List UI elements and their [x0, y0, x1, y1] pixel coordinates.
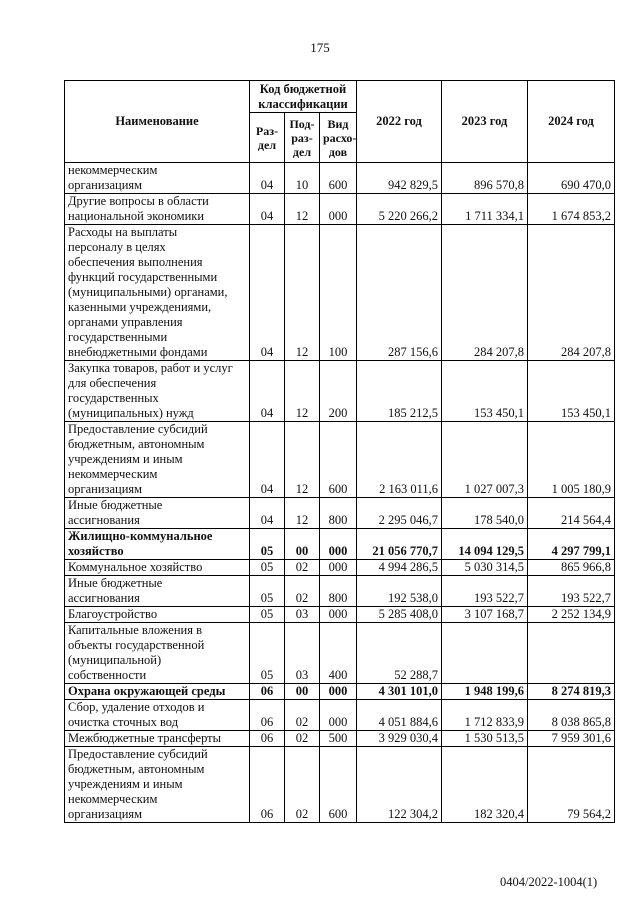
table-row	[65, 194, 615, 225]
cell-name: Предоставление субсидий бюджетным, автономным учреждениям и иным некоммерческим организациям	[65, 422, 250, 498]
cell-y2023: 182 320,4	[442, 747, 528, 823]
cell-rz: 05	[250, 529, 285, 560]
cell-y2022: 2 295 046,7	[357, 498, 442, 529]
cell-y2022: 192 538,0	[357, 576, 442, 607]
cell-name: Закупка товаров, работ и услуг для обеспечения государственных (муниципальных) нужд	[65, 361, 250, 422]
cell-vr: 600	[320, 747, 357, 823]
cell-y2022: 4 994 286,5	[357, 560, 442, 576]
cell-vr: 600	[320, 422, 357, 498]
cell-vr: 000	[320, 607, 357, 623]
table-row	[65, 684, 615, 700]
cell-rz: 04	[250, 163, 285, 194]
cell-y2023: 1 530 513,5	[442, 731, 528, 747]
cell-vr: 500	[320, 731, 357, 747]
cell-y2022: 2 163 011,6	[357, 422, 442, 498]
cell-vr: 100	[320, 225, 357, 361]
cell-rz: 04	[250, 498, 285, 529]
cell-y2024: 193 522,7	[528, 576, 615, 607]
cell-y2024: 153 450,1	[528, 361, 615, 422]
cell-y2023	[442, 623, 528, 684]
cell-y2023: 1 712 833,9	[442, 700, 528, 731]
cell-rz: 04	[250, 225, 285, 361]
cell-pr: 03	[285, 623, 320, 684]
header-2024: 2024 год	[528, 81, 615, 163]
cell-y2022: 21 056 770,7	[357, 529, 442, 560]
cell-vr: 400	[320, 623, 357, 684]
cell-pr: 12	[285, 225, 320, 361]
cell-pr: 03	[285, 607, 320, 623]
cell-y2022: 5 285 408,0	[357, 607, 442, 623]
cell-name: Межбюджетные трансферты	[65, 731, 250, 747]
cell-pr: 12	[285, 361, 320, 422]
table-row	[65, 225, 615, 361]
table-row	[65, 747, 615, 823]
cell-rz: 05	[250, 576, 285, 607]
header-section: Раз- дел	[250, 113, 285, 163]
cell-rz: 04	[250, 361, 285, 422]
cell-name: Расходы на выплаты персоналу в целях обеспечения выполнения функций государственными (муниципальными) органами, казенными учреждениями, органами управления государственными внебюджетными фондами	[65, 225, 250, 361]
cell-y2022: 122 304,2	[357, 747, 442, 823]
cell-name: Иные бюджетные ассигнования	[65, 498, 250, 529]
cell-y2023: 193 522,7	[442, 576, 528, 607]
header-name: Наименование	[65, 81, 250, 163]
cell-y2024	[528, 623, 615, 684]
cell-y2022: 4 051 884,6	[357, 700, 442, 731]
cell-y2022: 185 212,5	[357, 361, 442, 422]
table-row	[65, 576, 615, 607]
cell-pr: 02	[285, 747, 320, 823]
cell-rz: 06	[250, 700, 285, 731]
cell-y2023: 3 107 168,7	[442, 607, 528, 623]
cell-name: Другие вопросы в области национальной экономики	[65, 194, 250, 225]
cell-rz: 05	[250, 607, 285, 623]
cell-y2024: 865 966,8	[528, 560, 615, 576]
table-row	[65, 529, 615, 560]
cell-rz: 04	[250, 194, 285, 225]
budget-table	[64, 80, 615, 823]
cell-pr: 10	[285, 163, 320, 194]
cell-y2024: 690 470,0	[528, 163, 615, 194]
cell-pr: 12	[285, 498, 320, 529]
cell-vr: 200	[320, 361, 357, 422]
cell-y2024: 1 005 180,9	[528, 422, 615, 498]
cell-name: Иные бюджетные ассигнования	[65, 576, 250, 607]
cell-y2024: 214 564,4	[528, 498, 615, 529]
cell-y2023: 284 207,8	[442, 225, 528, 361]
cell-y2024: 8 038 865,8	[528, 700, 615, 731]
cell-y2022: 5 220 266,2	[357, 194, 442, 225]
cell-pr: 02	[285, 560, 320, 576]
cell-pr: 00	[285, 684, 320, 700]
cell-pr: 00	[285, 529, 320, 560]
cell-vr: 000	[320, 194, 357, 225]
cell-y2023: 1 027 007,3	[442, 422, 528, 498]
cell-vr: 800	[320, 576, 357, 607]
cell-name: Капитальные вложения в объекты государственной (муниципальной) собственности	[65, 623, 250, 684]
table-row	[65, 700, 615, 731]
document-code: 0404/2022-1004(1)	[500, 875, 598, 889]
cell-y2022: 287 156,6	[357, 225, 442, 361]
cell-y2022: 3 929 030,4	[357, 731, 442, 747]
cell-rz: 06	[250, 684, 285, 700]
header-expense-type: Вид расхо- дов	[320, 113, 357, 163]
table-row	[65, 731, 615, 747]
cell-y2023: 14 094 129,5	[442, 529, 528, 560]
cell-y2023: 1 711 334,1	[442, 194, 528, 225]
cell-pr: 02	[285, 576, 320, 607]
cell-rz: 05	[250, 623, 285, 684]
cell-rz: 06	[250, 747, 285, 823]
cell-rz: 05	[250, 560, 285, 576]
cell-name: Коммунальное хозяйство	[65, 560, 250, 576]
table-body	[65, 163, 615, 823]
cell-y2023: 178 540,0	[442, 498, 528, 529]
cell-name: Благоустройство	[65, 607, 250, 623]
page-number: 175	[310, 40, 330, 55]
cell-pr: 02	[285, 731, 320, 747]
cell-pr: 12	[285, 422, 320, 498]
header-subsection: Под- раз- дел	[285, 113, 320, 163]
cell-y2024: 79 564,2	[528, 747, 615, 823]
cell-y2023: 1 948 199,6	[442, 684, 528, 700]
table-row	[65, 422, 615, 498]
cell-vr: 000	[320, 529, 357, 560]
cell-y2024: 1 674 853,2	[528, 194, 615, 225]
cell-y2024: 284 207,8	[528, 225, 615, 361]
table-row	[65, 560, 615, 576]
cell-y2022: 52 288,7	[357, 623, 442, 684]
table-row	[65, 607, 615, 623]
cell-name: некоммерческим организациям	[65, 163, 250, 194]
cell-y2024: 2 252 134,9	[528, 607, 615, 623]
cell-rz: 06	[250, 731, 285, 747]
cell-y2022: 942 829,5	[357, 163, 442, 194]
cell-pr: 12	[285, 194, 320, 225]
cell-y2022: 4 301 101,0	[357, 684, 442, 700]
cell-vr: 000	[320, 700, 357, 731]
table-row	[65, 623, 615, 684]
table-row	[65, 163, 615, 194]
cell-name: Сбор, удаление отходов и очистка сточных вод	[65, 700, 250, 731]
cell-name: Предоставление субсидий бюджетным, автономным учреждениям и иным некоммерческим организациям	[65, 747, 250, 823]
header-code-group: Код бюджетной классификации	[250, 81, 357, 113]
cell-y2024: 8 274 819,3	[528, 684, 615, 700]
table-header	[65, 81, 615, 163]
cell-y2023: 153 450,1	[442, 361, 528, 422]
header-2022: 2022 год	[357, 81, 442, 163]
cell-rz: 04	[250, 422, 285, 498]
header-2023: 2023 год	[442, 81, 528, 163]
cell-y2023: 896 570,8	[442, 163, 528, 194]
table-row	[65, 361, 615, 422]
cell-vr: 000	[320, 684, 357, 700]
cell-name: Охрана окружающей среды	[65, 684, 250, 700]
cell-y2023: 5 030 314,5	[442, 560, 528, 576]
cell-vr: 600	[320, 163, 357, 194]
cell-vr: 000	[320, 560, 357, 576]
table-row	[65, 498, 615, 529]
cell-vr: 800	[320, 498, 357, 529]
cell-pr: 02	[285, 700, 320, 731]
cell-y2024: 4 297 799,1	[528, 529, 615, 560]
cell-y2024: 7 959 301,6	[528, 731, 615, 747]
cell-name: Жилищно-коммунальное хозяйство	[65, 529, 250, 560]
